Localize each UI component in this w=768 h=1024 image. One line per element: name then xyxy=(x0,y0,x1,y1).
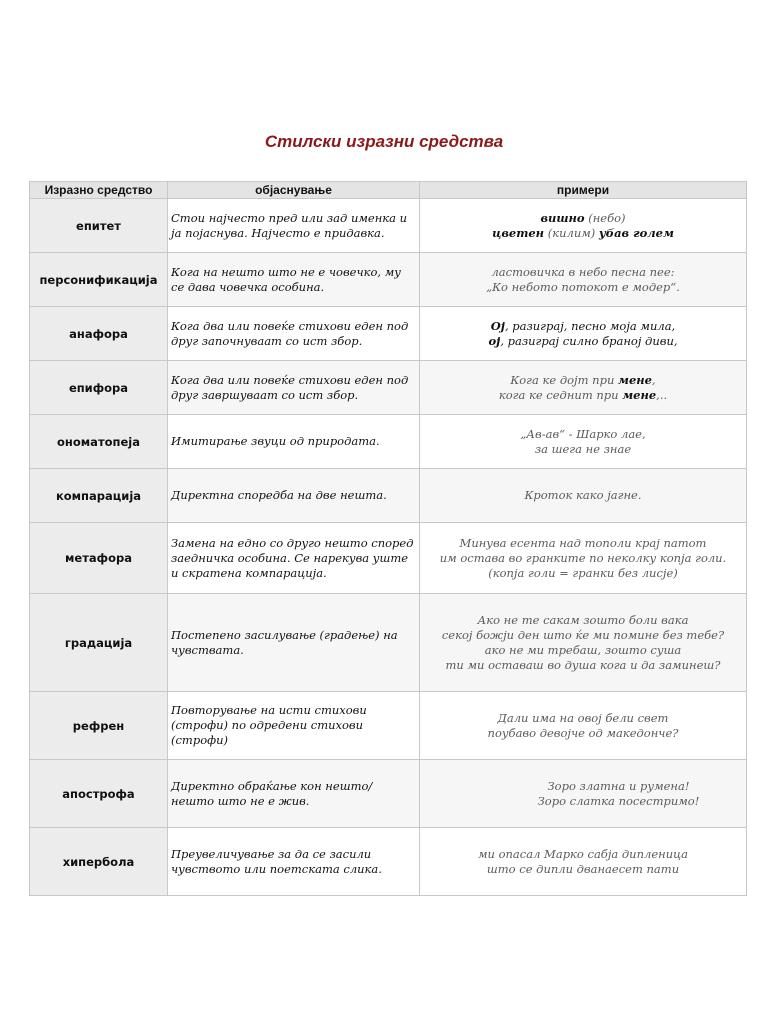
example-text: Минува есента над тополи крај патот xyxy=(459,535,707,550)
table-row xyxy=(30,361,747,415)
example-text: , разиграј, песно моја мила, xyxy=(504,318,676,333)
device-examples xyxy=(420,828,747,896)
example-line xyxy=(424,551,742,566)
example-line xyxy=(424,427,742,442)
device-explanation: Имитирање звуци од природата. xyxy=(168,415,420,469)
table-row xyxy=(30,692,747,760)
example-line xyxy=(424,280,742,295)
example-text: Зоро златна и румена! xyxy=(547,778,690,793)
example-text: поубаво девојче од македонче? xyxy=(487,725,679,740)
example-text: , разиграј силно браној диви, xyxy=(500,333,678,348)
example-line xyxy=(424,488,742,503)
example-text: ми опасал Марко сабја дипленица xyxy=(478,846,688,861)
table-row xyxy=(30,415,747,469)
table-row xyxy=(30,253,747,307)
example-line xyxy=(424,847,742,862)
example-text: „Ав-ав“ - Шарко лае, xyxy=(520,426,646,441)
example-text: Кога ке дојт при xyxy=(510,372,619,387)
table-body xyxy=(30,199,747,896)
page-title: Стилски изразни средства xyxy=(264,132,504,151)
device-explanation: Директна споредба на две нешта. xyxy=(168,469,420,523)
example-line xyxy=(424,711,742,726)
example-text: ,.. xyxy=(656,387,668,402)
device-explanation: Кога два или повеќе стихови еден под друг завршуваат со ист збор. xyxy=(168,361,420,415)
example-text: им остава во гранките по неколку копја голи. xyxy=(439,550,727,565)
device-examples xyxy=(420,199,747,253)
example-text: Кроток како јагне. xyxy=(524,488,642,502)
device-name: рефрен xyxy=(30,692,168,760)
table-row xyxy=(30,469,747,523)
example-text: мене xyxy=(618,372,652,387)
table-row xyxy=(30,199,747,253)
device-examples xyxy=(420,523,747,594)
example-text: „Ко небото потокот е модер“. xyxy=(486,279,680,294)
example-text: цветен xyxy=(492,225,545,240)
example-text: за шега не знае xyxy=(534,441,632,456)
example-line xyxy=(424,658,742,673)
device-explanation: Преувеличување за да се засили чувството или поетската слика. xyxy=(168,828,420,896)
device-name: анафора xyxy=(30,307,168,361)
device-name: епитет xyxy=(30,199,168,253)
device-name: градација xyxy=(30,594,168,692)
device-explanation: Кога два или повеќе стихови еден под друг започнуваат со ист збор. xyxy=(168,307,420,361)
example-line xyxy=(495,779,742,794)
device-explanation: Замена на едно со друго нешто според заедничка особина. Се нарекува уште и скратена компарација. xyxy=(168,523,420,594)
example-line xyxy=(424,613,742,628)
example-text: , xyxy=(651,372,656,387)
device-explanation: Директно обраќање кон нешто/ нешто што не е жив. xyxy=(168,760,420,828)
device-explanation: Повторување на исти стихови (строфи) по одредени стихови (строфи) xyxy=(168,692,420,760)
example-text: Ако не те сакам зошто боли вака xyxy=(477,612,689,627)
device-examples xyxy=(420,307,747,361)
example-line xyxy=(424,442,742,457)
device-name: метафора xyxy=(30,523,168,594)
example-line xyxy=(424,334,742,349)
example-text: Ој xyxy=(490,318,505,333)
example-text: мене xyxy=(622,387,657,402)
example-text: вишно xyxy=(540,210,585,225)
device-examples xyxy=(420,361,747,415)
device-name: компарација xyxy=(30,469,168,523)
example-line xyxy=(424,726,742,741)
device-examples xyxy=(420,415,747,469)
device-name: апострофа xyxy=(30,760,168,828)
device-examples xyxy=(420,469,747,523)
example-line xyxy=(424,319,742,334)
example-line xyxy=(424,226,742,241)
example-text: ти ми оставаш во душа кога и да заминеш? xyxy=(445,657,721,672)
device-explanation: Постепено засилување (градење) на чувствата. xyxy=(168,594,420,692)
example-text: (копја голи = гранки без лисје) xyxy=(488,565,678,580)
example-line xyxy=(495,794,742,809)
example-line xyxy=(424,862,742,877)
example-text: ој xyxy=(488,333,501,348)
example-text: секој божји ден што ќе ми помине без тебе? xyxy=(441,627,725,642)
table-row xyxy=(30,760,747,828)
example-line xyxy=(424,265,742,280)
stylistic-devices-table xyxy=(29,181,747,896)
example-line xyxy=(424,536,742,551)
example-text: Зоро слатка посестримо! xyxy=(537,793,700,808)
example-line xyxy=(424,211,742,226)
table-row xyxy=(30,594,747,692)
table-row xyxy=(30,523,747,594)
example-text: што се дипли дванаесет пати xyxy=(486,861,680,876)
table-row xyxy=(30,828,747,896)
device-explanation: Кога на нешто што не е човечко, му се дава човечка особина. xyxy=(168,253,420,307)
example-line xyxy=(424,566,742,581)
example-text: кога ке седнит при xyxy=(498,387,623,402)
example-text: (килим) xyxy=(544,225,599,240)
example-text: Дали има на овој бели свет xyxy=(497,710,669,725)
example-line xyxy=(424,388,742,403)
device-name: хипербола xyxy=(30,828,168,896)
example-line xyxy=(424,628,742,643)
device-name: епифора xyxy=(30,361,168,415)
table-row xyxy=(30,307,747,361)
example-line xyxy=(424,373,742,388)
example-line xyxy=(424,643,742,658)
device-name: персонификација xyxy=(30,253,168,307)
example-text: ако не ми требаш, зошто суша xyxy=(484,642,682,657)
header-examples: примери xyxy=(420,182,747,199)
device-examples xyxy=(420,253,747,307)
device-examples xyxy=(420,692,747,760)
device-explanation: Стои најчесто пред или зад именка и ја појаснува. Најчесто е придавка. xyxy=(168,199,420,253)
example-text: (небо) xyxy=(584,210,626,225)
device-examples xyxy=(420,594,747,692)
device-examples xyxy=(420,760,747,828)
header-explanation: објаснување xyxy=(168,182,420,199)
example-text: ластовичка в небо песна пее: xyxy=(491,264,675,279)
table-header-row xyxy=(30,182,747,199)
device-name: ономатопеја xyxy=(30,415,168,469)
example-text: убав голем xyxy=(598,225,674,240)
header-device: Изразно средство xyxy=(30,182,168,199)
